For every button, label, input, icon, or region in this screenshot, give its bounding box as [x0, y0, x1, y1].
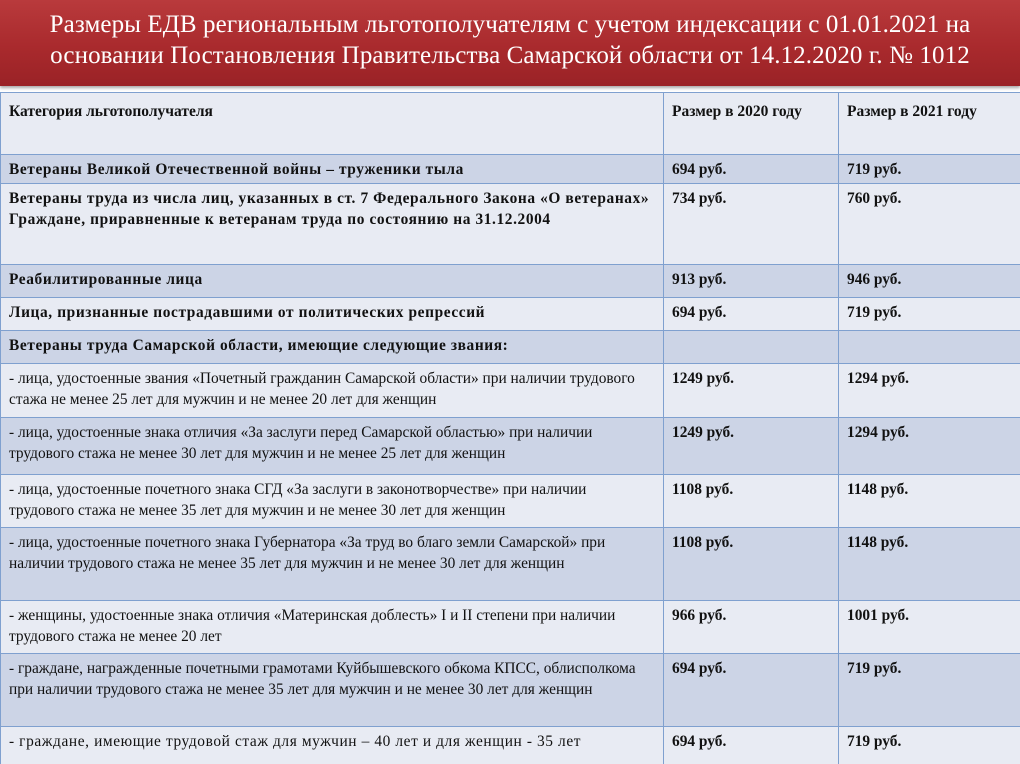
row-value-2020: 1108 руб. — [664, 528, 839, 601]
row-value-2020: 966 руб. — [664, 601, 839, 654]
row-category: - граждане, имеющие трудовой стаж для мужчин – 40 лет и для женщин - 35 лет — [1, 727, 664, 764]
row-value-2020: 1108 руб. — [664, 475, 839, 528]
benefits-table — [0, 92, 1020, 764]
title-banner — [0, 0, 1020, 86]
row-value-2020: 694 руб. — [664, 654, 839, 727]
header-2021: Размер в 2021 году — [839, 93, 1020, 155]
row-value-2021: 719 руб. — [839, 298, 1020, 331]
row-category: - лица, удостоенные знака отличия «За заслуги перед Самарской областью» при наличии трудового стажа не менее 30 лет для мужчин и не менее 25 лет для женщин — [1, 418, 664, 475]
row-value-2021: 946 руб. — [839, 265, 1020, 298]
row-value-2021: 1294 руб. — [839, 418, 1020, 475]
table-row — [1, 265, 1020, 298]
table-row — [1, 418, 1020, 475]
row-category: Ветераны труда Самарской области, имеющие следующие звания: — [1, 331, 664, 364]
row-category: Ветераны труда из числа лиц, указанных в ст. 7 Федерального Закона «О ветеранах» Граждане, приравненные к ветеранам труда по состоянию на 31.12.2004 — [1, 184, 664, 265]
table-row — [1, 475, 1020, 528]
table-row — [1, 364, 1020, 418]
row-value-2021 — [839, 331, 1020, 364]
row-value-2020: 1249 руб. — [664, 418, 839, 475]
table-row — [1, 601, 1020, 654]
table-header-row — [1, 93, 1020, 155]
row-value-2020: 734 руб. — [664, 184, 839, 265]
row-value-2020: 694 руб. — [664, 727, 839, 764]
row-value-2020: 913 руб. — [664, 265, 839, 298]
row-value-2021: 760 руб. — [839, 184, 1020, 265]
row-value-2021: 1148 руб. — [839, 528, 1020, 601]
row-category: Ветераны Великой Отечественной войны – труженики тыла — [1, 155, 664, 184]
row-value-2020: 694 руб. — [664, 298, 839, 331]
table-row — [1, 184, 1020, 265]
table-row — [1, 331, 1020, 364]
title-line-1: Размеры ЕДВ региональным льготополучателям с учетом индексации с 01.01.2021 на — [49, 11, 971, 38]
row-value-2021: 1294 руб. — [839, 364, 1020, 418]
row-value-2021: 719 руб. — [839, 727, 1020, 764]
table-row — [1, 727, 1020, 764]
row-value-2021: 1001 руб. — [839, 601, 1020, 654]
row-value-2020 — [664, 331, 839, 364]
table-row — [1, 298, 1020, 331]
header-category: Категория льготополучателя — [1, 93, 664, 155]
table-row — [1, 528, 1020, 601]
table-row — [1, 155, 1020, 184]
row-value-2021: 1148 руб. — [839, 475, 1020, 528]
benefits-table-container — [0, 92, 1020, 764]
row-value-2020: 694 руб. — [664, 155, 839, 184]
header-2020: Размер в 2020 году — [664, 93, 839, 155]
table-row — [1, 654, 1020, 727]
row-category: Реабилитированные лица — [1, 265, 664, 298]
row-value-2021: 719 руб. — [839, 155, 1020, 184]
row-category: - лица, удостоенные звания «Почетный гражданин Самарской области» при наличии трудового стажа не менее 25 лет для мужчин и не менее 20 лет для женщин — [1, 364, 664, 418]
row-category: - лица, удостоенные почетного знака Губернатора «За труд во благо земли Самарской» при наличии трудового стажа не менее 35 лет для мужчин и не менее 30 лет для женщин — [1, 528, 664, 601]
row-category: - лица, удостоенные почетного знака СГД «За заслуги в законотворчестве» при наличии трудового стажа не менее 35 лет для мужчин и не менее 30 лет для женщин — [1, 475, 664, 528]
title-line-2: основании Постановления Правительства Самарской области от 14.12.2020 г. № 1012 — [50, 42, 970, 69]
row-category: - женщины, удостоенные знака отличия «Материнская доблесть» I и II степени при наличии трудового стажа не менее 20 лет — [1, 601, 664, 654]
row-category: Лица, признанные пострадавшими от политических репрессий — [1, 298, 664, 331]
row-category: - граждане, награжденные почетными грамотами Куйбышевского обкома КПСС, облисполкома при наличии трудового стажа не менее 35 лет для мужчин и не менее 30 лет для женщин — [1, 654, 664, 727]
row-value-2021: 719 руб. — [839, 654, 1020, 727]
row-value-2020: 1249 руб. — [664, 364, 839, 418]
